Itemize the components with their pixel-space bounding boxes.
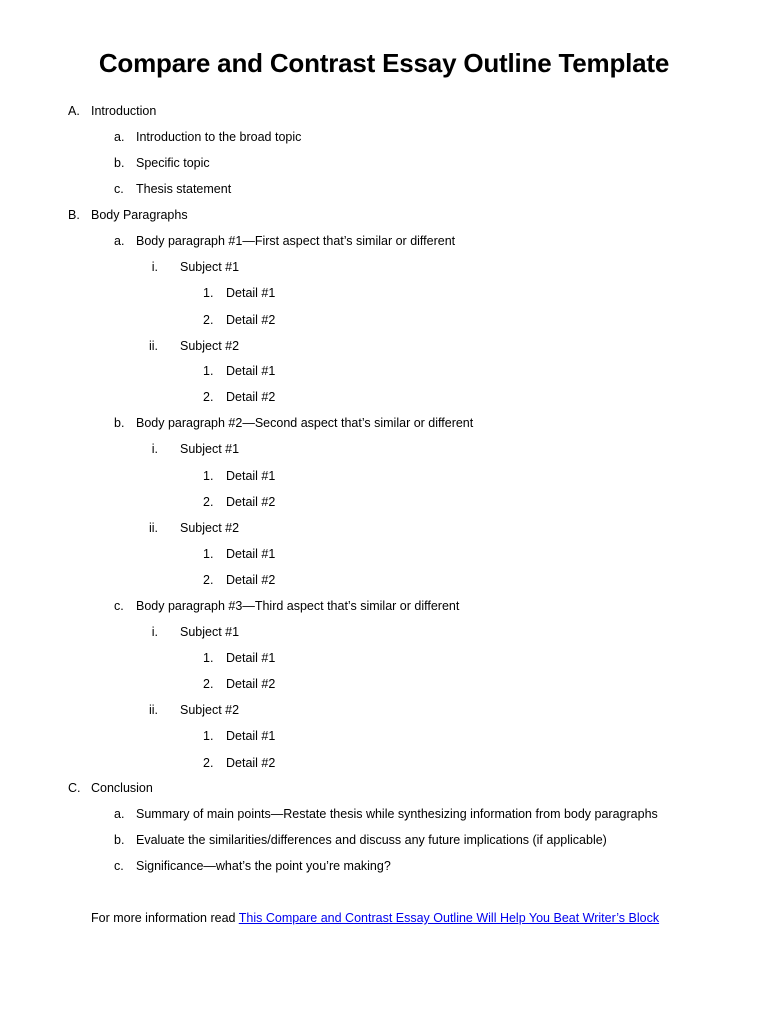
outline-text: Thesis statement [136,182,232,196]
outline-marker: a. [114,130,125,144]
outline-text: Detail #2 [226,573,276,587]
outline-text: Significance—what’s the point you’re making? [136,859,391,873]
outline-marker: 1. [203,286,214,300]
outline-marker: c. [114,599,124,613]
outline-text: Detail #1 [226,729,276,743]
outline-text: Introduction [91,104,157,118]
outline-text: Summary of main points—Restate thesis while synthesizing information from body paragraphs [136,807,658,821]
outline-marker: ii. [148,521,158,535]
outline-item [0,622,768,642]
outline-marker: 2. [203,677,214,691]
outline-text: Detail #2 [226,495,276,509]
article-link[interactable]: This Compare and Contrast Essay Outline Will Help You Beat Writer’s Block [238,911,660,925]
outline-marker: c. [114,182,124,196]
outline-item [0,439,768,459]
outline-text: Specific topic [136,156,210,170]
outline-marker: 1. [203,729,214,743]
outline-text: Introduction to the broad topic [136,130,302,144]
outline-text: Detail #1 [226,286,276,300]
outline-text: Detail #2 [226,677,276,691]
outline-text: Subject #2 [180,339,240,353]
outline-item [0,518,768,538]
outline-marker: i. [151,260,158,274]
outline-text: Subject #1 [180,625,240,639]
outline-text: Body paragraph #1—First aspect that’s similar or different [136,234,456,248]
outline-marker: a. [114,234,125,248]
footer-prefix: For more information read [91,911,239,925]
outline-marker: C. [68,781,81,795]
outline-marker: 2. [203,756,214,770]
outline-text: Body Paragraphs [91,208,188,222]
outline-marker: i. [151,442,158,456]
outline-text: Detail #1 [226,364,276,378]
outline-marker: b. [114,156,125,170]
outline-marker: ii. [148,703,158,717]
outline-marker: b. [114,833,125,847]
outline-text: Subject #2 [180,703,240,717]
outline-marker: i. [151,625,158,639]
outline-text: Evaluate the similarities/differences and discuss any future implications (if applicable) [136,833,607,847]
page-title: Compare and Contrast Essay Outline Template [98,48,670,78]
outline-marker: a. [114,807,125,821]
outline-marker: ii. [148,339,158,353]
outline-text: Detail #1 [226,547,276,561]
outline-text: Detail #2 [226,313,276,327]
outline-marker: 2. [203,573,214,587]
outline-text: Detail #1 [226,651,276,665]
outline-marker: 2. [203,313,214,327]
outline-text: Body paragraph #2—Second aspect that’s similar or different [136,416,474,430]
outline-text: Detail #2 [226,390,276,404]
outline-item [0,257,768,277]
outline-text: Body paragraph #3—Third aspect that’s similar or different [136,599,460,613]
outline-marker: c. [114,859,124,873]
outline-item [0,336,768,356]
outline-marker: 2. [203,495,214,509]
outline-marker: 1. [203,547,214,561]
footer-note [91,908,659,928]
outline-marker: 2. [203,390,214,404]
outline-text: Subject #2 [180,521,240,535]
outline-marker: A. [68,104,80,118]
outline-text: Detail #1 [226,469,276,483]
outline-text: Conclusion [91,781,153,795]
outline-text: Subject #1 [180,260,240,274]
outline-text: Detail #2 [226,756,276,770]
outline-marker: B. [68,208,80,222]
outline-text: Subject #1 [180,442,240,456]
outline-marker: 1. [203,651,214,665]
outline-item [0,700,768,720]
outline-marker: 1. [203,364,214,378]
outline-marker: 1. [203,469,214,483]
outline-marker: b. [114,416,125,430]
